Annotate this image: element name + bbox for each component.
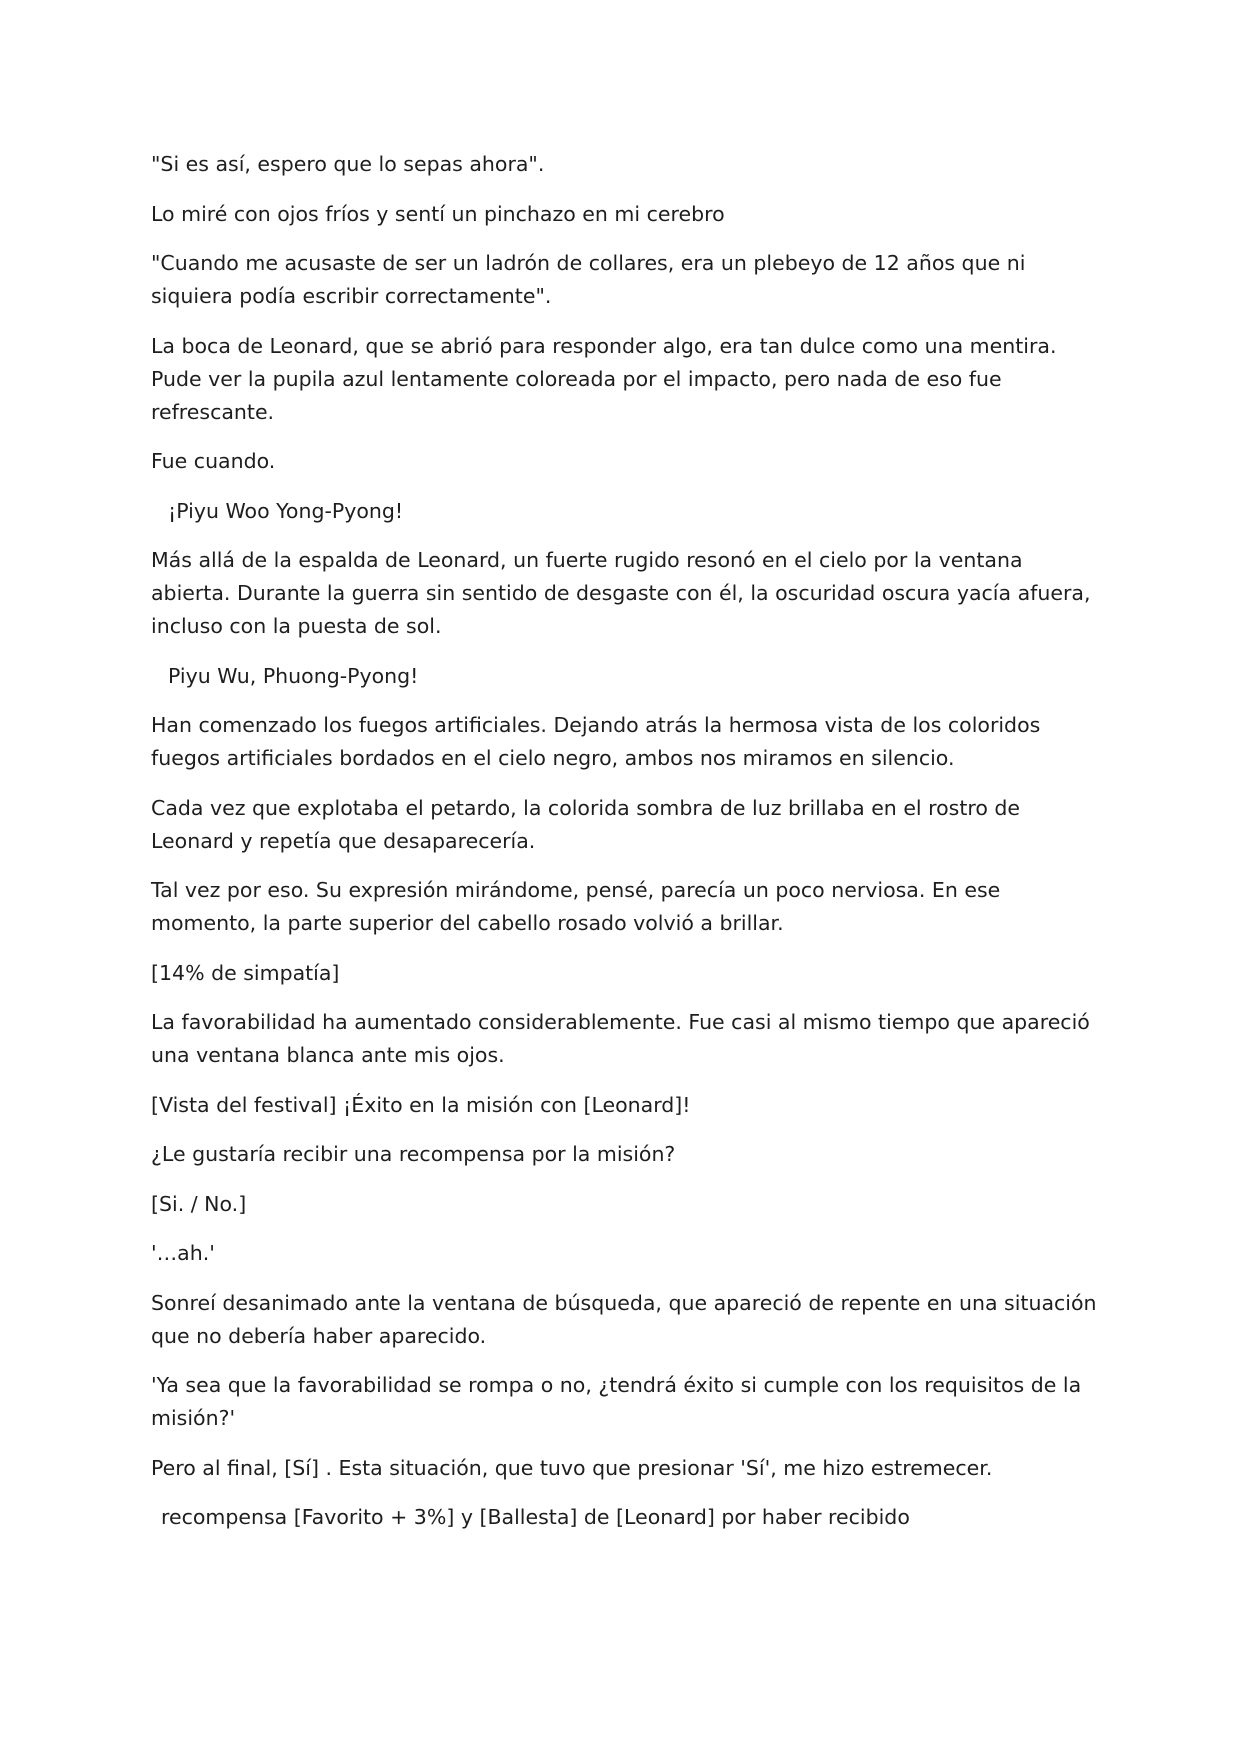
system-message: [Si. / No.] <box>151 1191 247 1216</box>
system-message: recompensa [Favorito + 3%] y [Ballesta] de [Leonard] por haber recibido <box>161 1505 910 1529</box>
paragraph: Cada vez que explotaba el petardo, la colorida sombra de luz brillaba en el rostro de Leonard y repetía que desaparecería. <box>151 795 1021 853</box>
paragraph: Han comenzado los fuegos artificiales. Dejando atrás la hermosa vista de los coloridos fuegos artificiales bordados en el cielo negro, ambos nos miramos en silencio. <box>151 713 1041 770</box>
paragraph: Pero al final, [Sí] . Esta situación, que tuvo que presionar 'Sí', me hizo estremecer. <box>151 1455 993 1480</box>
document-body <box>151 148 1101 1551</box>
paragraph: Sonreí desanimado ante la ventana de búsqueda, que apareció de repente en una situación que no debería haber aparecido. <box>151 1290 1097 1348</box>
paragraph: La favorabilidad ha aumentado considerablemente. Fue casi al mismo tiempo que apareció una ventana blanca ante mis ojos. <box>151 1010 1090 1067</box>
paragraph: "Cuando me acusaste de ser un ladrón de collares, era un plebeyo de 12 años que ni siquiera podía escribir correctamente". <box>151 251 1026 308</box>
system-message: [14% de simpatía] <box>151 960 340 985</box>
paragraph: Tal vez por eso. Su expresión mirándome, pensé, parecía un poco nerviosa. En ese momento, la parte superior del cabello rosado volvió a brillar. <box>151 878 1001 935</box>
paragraph: Más allá de la espalda de Leonard, un fuerte rugido resonó en el cielo por la ventana abierta. Durante la guerra sin sentido de desgaste con él, la oscuridad oscura yacía afuera, incluso con la puesta de sol. <box>151 548 1091 638</box>
paragraph: Lo miré con ojos fríos y sentí un pinchazo en mi cerebro <box>151 201 725 226</box>
system-message: [Vista del festival] ¡Éxito en la misión con [Leonard]! <box>151 1092 691 1117</box>
sound-effect-line: ¡Piyu Woo Yong-Pyong! <box>168 498 404 523</box>
paragraph: Fue cuando. <box>151 449 276 473</box>
paragraph: "Si es así, espero que lo sepas ahora". <box>151 152 545 176</box>
paragraph: La boca de Leonard, que se abrió para responder algo, era tan dulce como una mentira. Pude ver la pupila azul lentamente coloreada por el impacto, pero nada de eso fue refrescante. <box>151 333 1057 424</box>
system-message: ¿Le gustaría recibir una recompensa por la misión? <box>151 1142 676 1166</box>
paragraph: 'Ya sea que la favorabilidad se rompa o no, ¿tendrá éxito si cumple con los requisitos de la misión?' <box>151 1373 1082 1430</box>
sound-effect-line: Piyu Wu, Phuong-Pyong! <box>168 663 419 688</box>
paragraph: '…ah.' <box>151 1241 215 1265</box>
